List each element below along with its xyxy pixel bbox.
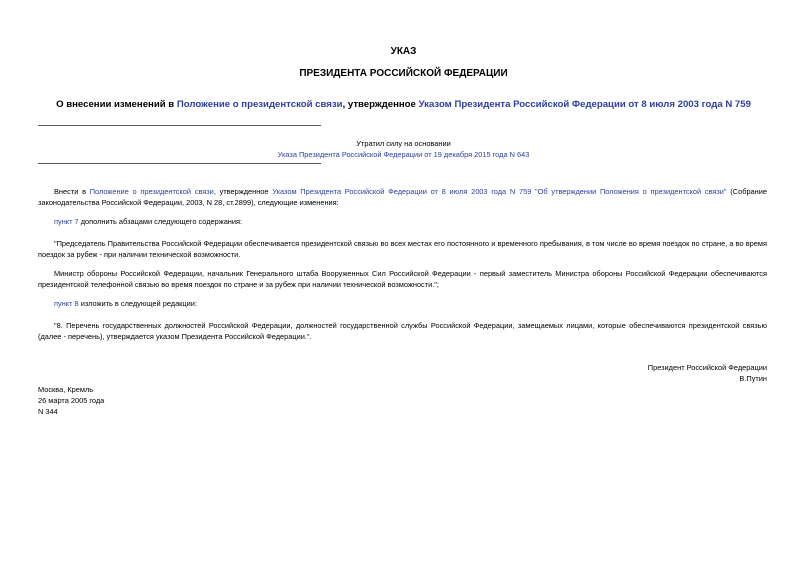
item8-link[interactable]: пункт 8 bbox=[54, 299, 79, 308]
status-link-repealing-decree[interactable]: Указа Президента Российской Федерации от 19 декабря 2015 года N 643 bbox=[277, 150, 530, 159]
paragraph-pm: "Председатель Правительства Российской Федерации обеспечивается президентской связью во всех местах его постоянного и временного пребывания, в том числе во время поездок по стране, а во время поездок за рубеж - при наличии технической возможности. bbox=[38, 239, 767, 259]
signing-place: Москва, Кремль bbox=[38, 385, 94, 394]
signature-block bbox=[648, 362, 767, 384]
document-subject bbox=[0, 99, 807, 110]
issuer-title: ПРЕЗИДЕНТА РОССИЙСКОЙ ФЕДЕРАЦИИ bbox=[299, 68, 508, 79]
intro-text-2: , утвержденное bbox=[213, 187, 273, 196]
subject-text-1: О внесении изменений в bbox=[56, 99, 177, 110]
divider-bottom bbox=[38, 163, 321, 164]
status-note: Утратил силу на основании bbox=[356, 139, 451, 148]
signing-date: 26 марта 2005 года bbox=[38, 396, 105, 405]
paragraph-item8 bbox=[38, 298, 767, 309]
document-type-title: УКАЗ bbox=[390, 46, 417, 57]
item8-text: изложить в следующей редакции: bbox=[78, 299, 197, 308]
paragraph-item7 bbox=[38, 216, 767, 227]
paragraph-intro bbox=[38, 186, 767, 208]
document-number: N 344 bbox=[38, 407, 58, 416]
paragraph-item8-content: "8. Перечень государственных должностей Российской Федерации, должностей государственной службы Российской Федерации, замещаемых лицами, которые обеспечиваются президентской связью (далее - перечень), утверждается указом Президента Российской Федерации.". bbox=[38, 321, 767, 341]
footer-block bbox=[38, 384, 104, 417]
status-link-line bbox=[0, 150, 807, 159]
intro-link-decree[interactable]: Указом Президента Российской Федерации от 8 июля 2003 года N 759 "Об утверждении Положения о президентской связи" bbox=[272, 187, 727, 196]
item7-link[interactable]: пункт 7 bbox=[54, 217, 79, 226]
item7-text: дополнить абзацами следующего содержания: bbox=[78, 217, 243, 226]
intro-text-3: (Собрание законодательства Российской Федерации, 2003, N 28, ст.2899), следующие изменения: bbox=[38, 187, 767, 207]
subject-link-decree[interactable]: Указом Президента Российской Федерации от 8 июля 2003 года N 759 bbox=[418, 99, 751, 110]
divider-top bbox=[38, 125, 321, 126]
subject-text-2: , утвержденное bbox=[342, 99, 419, 110]
signatory-position: Президент Российской Федерации bbox=[647, 363, 767, 372]
signatory-name: В.Путин bbox=[739, 374, 767, 383]
paragraph-defense: Министр обороны Российской Федерации, начальник Генерального штаба Вооруженных Сил Российской Федерации - первый заместитель Министра обороны Российской Федерации обеспечиваются президентской телефонной связью во время поездок по стране и за рубеж при наличии технической возможности."; bbox=[38, 269, 767, 289]
subject-link-regulation[interactable]: Положение о президентской связи bbox=[176, 99, 343, 110]
intro-text-1: Внести в bbox=[54, 187, 90, 196]
intro-link-regulation[interactable]: Положение о президентской связи bbox=[89, 187, 214, 196]
